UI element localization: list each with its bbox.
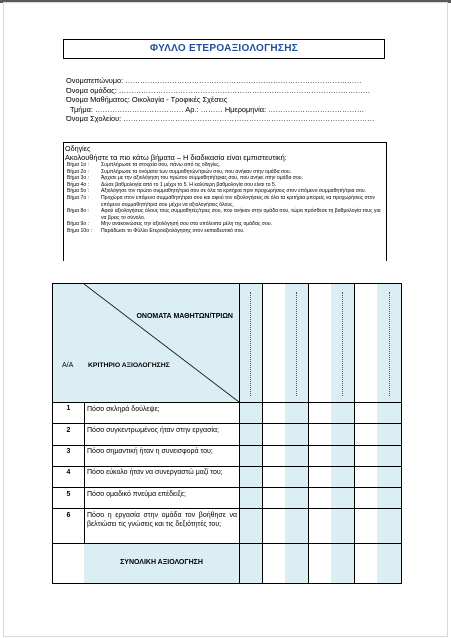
instructions-lead: Ακολουθήστε τα πιο κάτω βήματα – Η διαδικασία είναι εμπιστευτική: bbox=[65, 153, 287, 162]
names-header: ΟΝΟΜΑΤΑ ΜΑΘΗΤΩΝ/ΤΡΙΩΝ bbox=[136, 313, 233, 320]
instruction-step bbox=[67, 175, 386, 182]
criterion-number: 2 bbox=[66, 427, 71, 434]
step-label: Βήμα 5ο : bbox=[67, 188, 90, 195]
step-label: Βήμα 10ο : bbox=[67, 227, 92, 234]
criterion-text: Πόσο σκληρά δούλεψε; bbox=[87, 406, 160, 413]
field-group-name[interactable]: Όνομα ομάδας: ………………………………………………………………………………………… bbox=[66, 85, 371, 95]
row-divider bbox=[53, 423, 401, 424]
instruction-step bbox=[67, 188, 386, 195]
student-info-fields bbox=[66, 76, 386, 124]
criterion-number: 4 bbox=[66, 469, 71, 476]
instruction-step bbox=[67, 208, 386, 221]
step-label: Βήμα 9ο : bbox=[67, 221, 90, 228]
diagonal-line bbox=[84, 284, 239, 402]
step-text: Συμπλήρωσε τα ονόματα των συμμαθητών/τριών σου, που ανήκαν στην ομάδα σου. bbox=[101, 168, 292, 175]
field-course-name: Όνομα Μαθήματος: Οικολογία - Τροφικές Σχέσεις bbox=[66, 95, 228, 105]
criterion-text: Πόσο ομαδικό πνεύμα επέδειξε; bbox=[87, 491, 186, 498]
step-text: Συμπλήρωσε τα στοιχεία σου, πάνω από τις οδηγίες. bbox=[101, 162, 221, 168]
step-text: Δώσε βαθμολογία από το 1 μέχρι το 5. Η καλύτερη βαθμολογία σου είναι το 5. bbox=[101, 181, 277, 188]
step-text: Άρχισε με την αξιολόγηση του πρώτου συμμαθητή/τριας σου, που ανήκε στην ομάδα σου. bbox=[101, 175, 303, 182]
step-label: Βήμα 3ο : bbox=[67, 175, 90, 182]
aa-header: Α/Α bbox=[62, 362, 74, 369]
row-divider bbox=[53, 508, 401, 509]
instruction-step bbox=[67, 162, 386, 169]
instructions-box bbox=[63, 142, 387, 261]
row-divider bbox=[53, 445, 401, 446]
criterion-number: 6 bbox=[66, 512, 71, 519]
criterion-text: Πόσο η εργασία στην ομάδα τον βοήθησε να βελτιώσει τις γνώσεις και τις δεξιότητές του; bbox=[87, 512, 237, 528]
step-label: Βήμα 2ο : bbox=[67, 168, 90, 175]
field-class-number-date[interactable]: Τμήμα: ……………………………… Αρ.: ……… Ημερομηνία: ………………………………… bbox=[70, 104, 365, 114]
title-box bbox=[63, 39, 385, 59]
row-divider bbox=[53, 487, 401, 488]
criterion-text: Πόσο εύκολο ήταν να συνεργαστώ μαζί του; bbox=[87, 469, 223, 476]
diagonal-header-cell bbox=[84, 284, 240, 402]
column-divider bbox=[239, 402, 240, 583]
step-label: Βήμα 4ο : bbox=[67, 181, 90, 188]
step-label: Βήμα 7ο : bbox=[67, 194, 90, 201]
step-text: Παράδωσε το Φύλλο Ετεροαξιολόγησης στον εκπαιδευτικό σου. bbox=[101, 227, 245, 234]
step-text: Αξιολόγησε τον πρώτο συμμαθητή/τρια σου σε όλα τα κριτήρια πριν προχωρήσεις στον επόμενο συμμαθητή/τρια σου. bbox=[101, 188, 367, 195]
instructions-steps bbox=[64, 162, 386, 235]
aa-header-cell bbox=[53, 284, 85, 402]
criterion-number: 3 bbox=[66, 448, 71, 455]
step-label: Βήμα 8ο : bbox=[67, 208, 90, 215]
instructions-heading: Οδηγίες bbox=[65, 144, 91, 153]
document-title: ΦΥΛΛΟ ΕΤΕΡΟΑΞΙΟΛΟΓΗΣΗΣ bbox=[149, 43, 299, 54]
instruction-step bbox=[67, 195, 386, 208]
step-text: Αφού αξιολογήσεις όλους τους συμμαθητές/τριες σου, που ανήκαν στην ομάδα σου, τώρα πρόσθεσε τη βαθμολογία τους για να βρεις το σύνολο. bbox=[101, 208, 381, 221]
criterion-header: ΚΡΙΤΗΡΙΟ ΑΞΙΟΛΟΓΗΣΗΣ bbox=[88, 362, 170, 369]
instruction-step bbox=[67, 221, 386, 228]
evaluation-table bbox=[52, 283, 402, 584]
criterion-text: Πόσο σημαντική ήταν η συνεισφορά του; bbox=[87, 448, 213, 455]
step-text: Μην ανακοινώσεις την αξιολόγησή σου στα υπόλοιπα μέλη της ομάδας σου. bbox=[101, 221, 272, 228]
criterion-number: 1 bbox=[66, 405, 71, 412]
step-label: Βήμα 1ο : bbox=[67, 162, 90, 168]
row-divider bbox=[53, 466, 401, 467]
criterion-number: 5 bbox=[66, 491, 71, 498]
field-school-name[interactable]: Όνομα Σχολείου: ………………………………………………………………………………………… bbox=[66, 114, 375, 124]
field-fullname[interactable]: Ονοματεπώνυμο: …………………………………………………………………………………… bbox=[66, 76, 362, 85]
step-text: Προχώρα στον επόμενο συμμαθητή/τρια σου και αφού τον αξιολογήσεις σε όλα τα κριτήρια μπορείς να προχωρήσεις στον επόμενο συμμαθητή/τρια σου μέχρι να αξιολογήσεις όλους. bbox=[101, 194, 375, 208]
criterion-text: Πόσο συγκεντρωμένος ήταν στην εργασία; bbox=[87, 427, 219, 434]
total-label: ΣΥΝΟΛΙΚΗ ΑΞΙΟΛΟΓΗΣΗ bbox=[120, 559, 203, 566]
instruction-step bbox=[67, 228, 386, 235]
